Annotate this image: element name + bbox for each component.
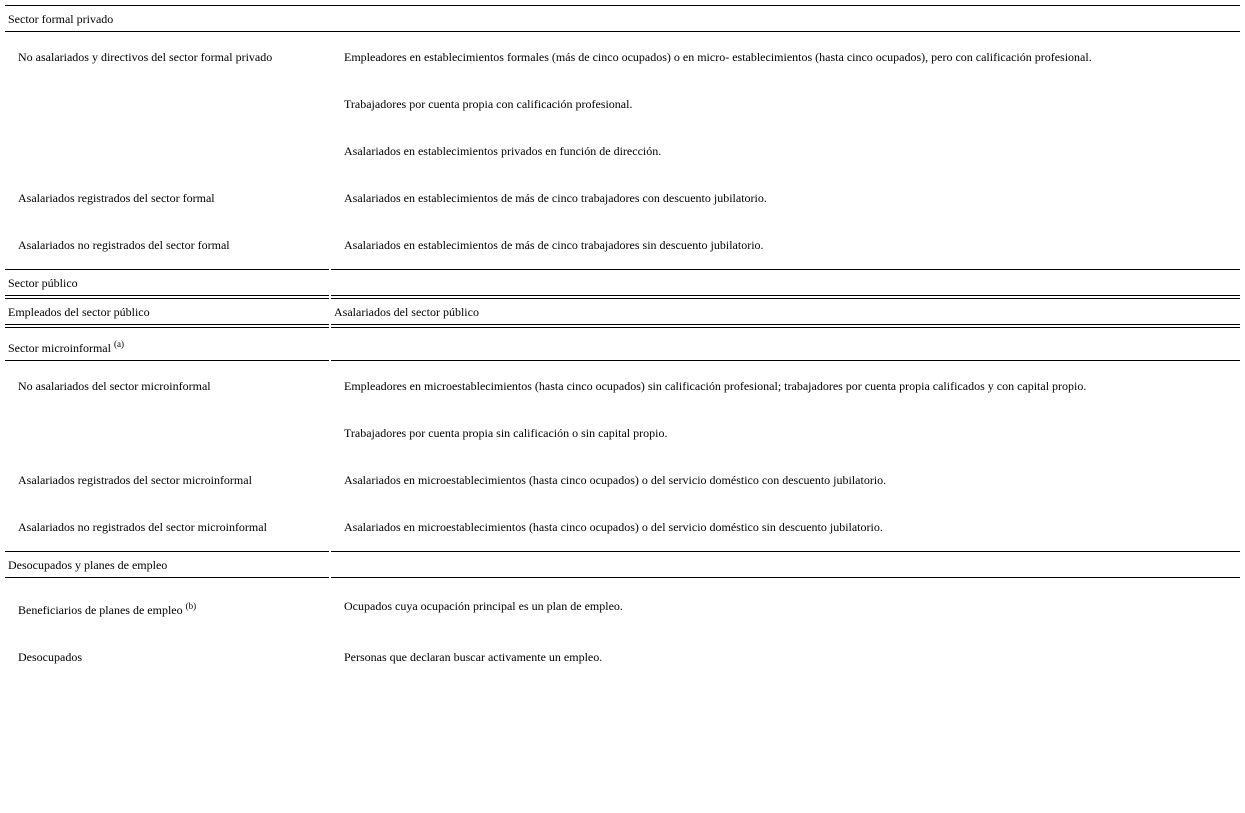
- table-rule: [331, 298, 1240, 299]
- row-label: Asalariados registrados del sector formal: [18, 191, 215, 205]
- table-rule: [331, 269, 1240, 270]
- row-description: Asalariados en establecimientos de más de cinco trabajadores sin descuento jubilatorio.: [344, 238, 764, 252]
- table-rule: [331, 577, 1240, 578]
- table-rule: [331, 551, 1240, 552]
- table-rule: [331, 360, 1240, 361]
- footnote-marker: (a): [113, 339, 124, 349]
- table-rule: [5, 298, 329, 299]
- table-rule: [331, 295, 1240, 296]
- row-label-planes: [18, 603, 196, 617]
- table-rule: [5, 295, 329, 296]
- table-rule: [5, 324, 329, 325]
- section-header-formal-privado: Sector formal privado: [8, 12, 114, 26]
- table-rule: [5, 360, 329, 361]
- row-description: Asalariados del sector público: [334, 305, 479, 319]
- table-rule: [5, 31, 1240, 32]
- row-label: No asalariados del sector microinformal: [18, 379, 211, 393]
- table-rule: [5, 269, 329, 270]
- row-description: Trabajadores por cuenta propia con calificación profesional.: [344, 97, 633, 111]
- row-label: Empleados del sector público: [8, 305, 150, 319]
- section-header-desocupados: Desocupados y planes de empleo: [8, 558, 168, 572]
- row-description: Asalariados en microestablecimientos (hasta cinco ocupados) o del servicio doméstico sin descuento jubilatorio.: [344, 520, 883, 534]
- row-label-text: Beneficiarios de planes de empleo: [18, 603, 183, 617]
- section-header-publico: Sector público: [8, 276, 78, 290]
- table-rule: [5, 577, 329, 578]
- table-rule: [5, 551, 329, 552]
- table-rule: [331, 327, 1240, 328]
- row-description: Personas que declaran buscar activamente un empleo.: [344, 650, 603, 664]
- table-rule: [5, 5, 1240, 6]
- row-label: No asalariados y directivos del sector formal privado: [18, 50, 273, 64]
- row-label: Asalariados no registrados del sector microinformal: [18, 520, 267, 534]
- table-rule: [331, 324, 1240, 325]
- row-description: Trabajadores por cuenta propia sin calificación o sin capital propio.: [344, 426, 668, 440]
- row-label: Asalariados registrados del sector microinformal: [18, 473, 252, 487]
- row-description: Ocupados cuya ocupación principal es un plan de empleo.: [344, 599, 623, 613]
- row-description: Asalariados en microestablecimientos (hasta cinco ocupados) o del servicio doméstico con descuento jubilatorio.: [344, 473, 887, 487]
- row-description: Empleadores en microestablecimientos (hasta cinco ocupados) sin calificación profesional; trabajadores por cuenta propia calificados y con capital propio.: [344, 379, 1087, 393]
- row-description: Empleadores en establecimientos formales (más de cinco ocupados) o en micro- establecimientos (hasta cinco ocupados), pero con calificación profesional.: [344, 50, 1092, 64]
- table-rule: [5, 327, 329, 328]
- row-label: Desocupados: [18, 650, 82, 664]
- footnote-marker: (b): [185, 601, 197, 611]
- row-description: Asalariados en establecimientos privados en función de dirección.: [344, 144, 662, 158]
- section-header-microinformal: [8, 341, 124, 355]
- section-header-text: Sector microinformal: [8, 341, 111, 355]
- row-description: Asalariados en establecimientos de más de cinco trabajadores con descuento jubilatorio.: [344, 191, 767, 205]
- row-label: Asalariados no registrados del sector formal: [18, 238, 230, 252]
